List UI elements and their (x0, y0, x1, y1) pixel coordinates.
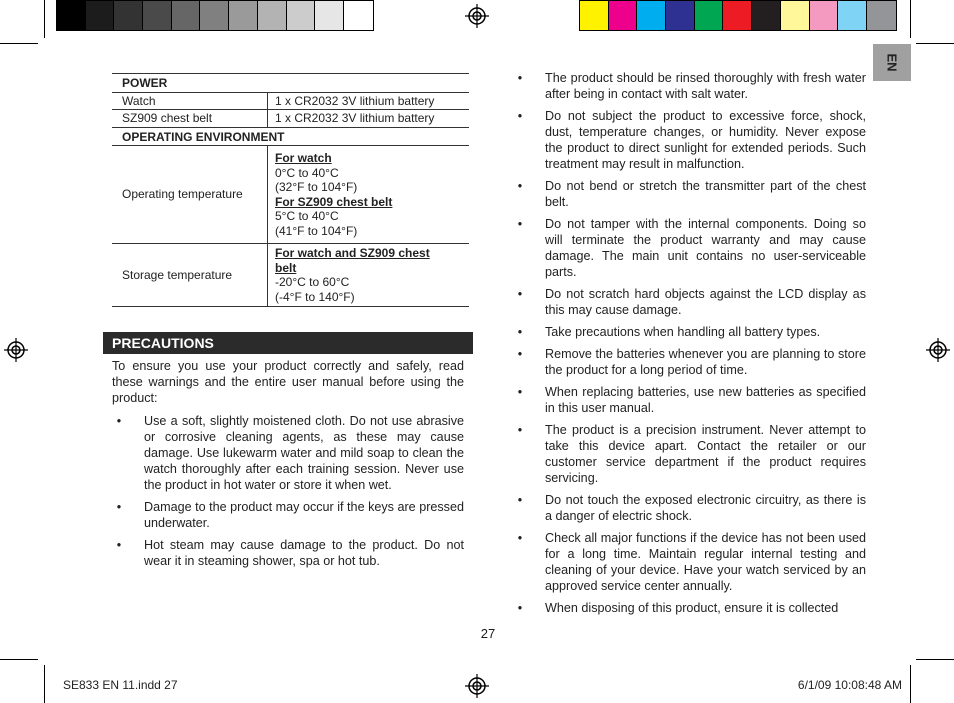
color-swatch (810, 1, 839, 30)
grayscale-color-bar (56, 0, 374, 31)
list-item (515, 178, 866, 210)
list-item-text: The product is a precision instrument. Never attempt to take this device apart. Contact the retailer or our customer service department if the product requires servicing. (545, 423, 866, 485)
registration-mark-icon (4, 338, 28, 362)
list-item (515, 108, 866, 172)
color-swatch (580, 1, 609, 30)
spec-value: 1 x CR2032 3V lithium battery (268, 110, 470, 128)
color-swatch (258, 1, 287, 30)
registration-mark-icon (465, 4, 489, 28)
list-item (515, 422, 866, 486)
list-item (515, 384, 866, 416)
registration-mark-icon (465, 674, 489, 698)
process-color-bar (579, 0, 897, 31)
color-swatch (143, 1, 172, 30)
spec-item: Storage temperature (112, 244, 268, 307)
spec-table (112, 73, 469, 307)
bullet-icon: • (517, 347, 523, 361)
list-item-text: The product should be rinsed thoroughly with fresh water after being in contact with salt water. (545, 71, 866, 101)
bullet-icon: • (517, 217, 523, 231)
precautions-heading: PRECAUTIONS (103, 332, 473, 354)
color-swatch (315, 1, 344, 30)
list-item (515, 600, 866, 616)
list-item (515, 70, 866, 102)
crop-mark (910, 0, 911, 38)
color-swatch (86, 1, 115, 30)
table-row (112, 146, 469, 244)
list-item (515, 492, 866, 524)
list-item (114, 499, 464, 531)
power-header: POWER (112, 74, 469, 93)
list-item-text: Do not bend or stretch the transmitter part of the chest belt. (545, 179, 866, 209)
color-swatch (695, 1, 724, 30)
color-swatch (57, 1, 86, 30)
list-item-text: Hot steam may cause damage to the product. Do not wear it in steaming shower, spa or hot tub. (144, 538, 464, 568)
environment-header: OPERATING ENVIRONMENT (112, 127, 469, 146)
list-item-text: Do not tamper with the internal components. Doing so will terminate the product warranty and may cause damage. The main unit contains no user-serviceable parts. (545, 217, 866, 279)
precautions-list-right (515, 70, 866, 616)
precautions-list-left (114, 413, 464, 575)
crop-mark (0, 659, 38, 660)
bullet-icon: • (116, 538, 122, 552)
list-item-text: Damage to the product may occur if the keys are pressed underwater. (144, 500, 464, 530)
spec-item: Operating temperature (112, 146, 268, 244)
list-item-text: When replacing batteries, use new batteries as specified in this user manual. (545, 385, 866, 415)
precautions-intro: To ensure you use your product correctly and safely, read these warnings and the entire user manual before using the product: (112, 359, 464, 405)
bullet-icon: • (517, 287, 523, 301)
color-swatch (172, 1, 201, 30)
bullet-icon: • (517, 601, 523, 615)
table-row (112, 74, 469, 93)
color-swatch (637, 1, 666, 30)
bullet-icon: • (517, 179, 523, 193)
bullet-icon: • (517, 385, 523, 399)
list-item-text: Take precautions when handling all battery types. (545, 325, 821, 339)
bullet-icon: • (517, 109, 523, 123)
list-item (515, 324, 866, 340)
crop-mark (916, 43, 954, 44)
crop-mark (0, 43, 38, 44)
bullet-icon: • (517, 71, 523, 85)
list-item-text: When disposing of this product, ensure it is collected (545, 601, 839, 615)
color-swatch (114, 1, 143, 30)
crop-mark (910, 665, 911, 703)
list-item (515, 286, 866, 318)
color-swatch (200, 1, 229, 30)
list-item (114, 537, 464, 569)
footer-file-info: SE833 EN 11.indd 27 (63, 678, 178, 692)
color-swatch (723, 1, 752, 30)
list-item (515, 346, 866, 378)
belt-subheading: For SZ909 chest belt (275, 194, 393, 209)
list-item (114, 413, 464, 493)
color-swatch (229, 1, 258, 30)
table-row (112, 110, 469, 128)
page-number: 27 (480, 626, 496, 641)
table-row (112, 244, 469, 307)
list-item-text: Remove the batteries whenever you are planning to store the product for a long period of time. (545, 347, 866, 377)
color-swatch (666, 1, 695, 30)
spec-item: SZ909 chest belt (112, 110, 268, 128)
spec-item: Watch (112, 92, 268, 110)
temp-fahrenheit: (-4°F to 140°F) (275, 289, 355, 304)
list-item-text: Check all major functions if the device has not been used for a long time. Maintain regular internal testing and cleaning of your device. Have your watch serviced by an approved service center annually. (545, 531, 866, 593)
bullet-icon: • (517, 531, 523, 545)
temp-celsius: 5°C to 40°C (275, 209, 339, 223)
list-item-text: Use a soft, slightly moistened cloth. Do not use abrasive or corrosive cleaning agents, as these may cause damage. Use lukewarm water and mild soap to clean the watch thoroughly after each training session. Never use the product in hot water or store it when wet. (144, 414, 464, 492)
spec-value (268, 146, 470, 244)
color-swatch (781, 1, 810, 30)
language-tab-label: EN (884, 53, 900, 72)
crop-mark (916, 659, 954, 660)
list-item-text: Do not touch the exposed electronic circuitry, as there is a danger of electric shock. (545, 493, 866, 523)
watch-subheading: For watch (275, 151, 332, 165)
temp-fahrenheit: (32°F to 104°F) (275, 180, 358, 194)
bullet-icon: • (517, 325, 523, 339)
color-swatch (838, 1, 867, 30)
color-swatch (344, 1, 373, 30)
list-item (515, 530, 866, 594)
registration-mark-icon (926, 338, 950, 362)
temp-celsius: 0°C to 40°C (275, 165, 339, 180)
language-tab (873, 44, 911, 81)
storage-subheading: For watch and SZ909 chest belt (275, 246, 430, 275)
list-item-text: Do not scratch hard objects against the LCD display as this may cause damage. (545, 287, 866, 317)
spec-value (268, 244, 470, 307)
color-swatch (752, 1, 781, 30)
footer-timestamp: 6/1/09 10:08:48 AM (797, 678, 902, 692)
bullet-icon: • (116, 500, 122, 514)
crop-mark (44, 665, 45, 703)
list-item (515, 216, 866, 280)
color-swatch (609, 1, 638, 30)
crop-mark (44, 0, 45, 38)
table-row (112, 127, 469, 146)
bullet-icon: • (517, 423, 523, 437)
color-swatch (287, 1, 316, 30)
list-item-text: Do not subject the product to excessive force, shock, dust, temperature changes, or humidity. Never expose the product to direct sunlight for extended periods. Such treatment may result in malfunction. (545, 109, 866, 171)
temp-celsius: -20°C to 60°C (275, 275, 350, 289)
spec-value: 1 x CR2032 3V lithium battery (268, 92, 470, 110)
color-swatch (867, 1, 896, 30)
temp-fahrenheit: (41°F to 104°F) (275, 223, 358, 238)
table-row (112, 92, 469, 110)
bullet-icon: • (116, 414, 122, 428)
bullet-icon: • (517, 493, 523, 507)
